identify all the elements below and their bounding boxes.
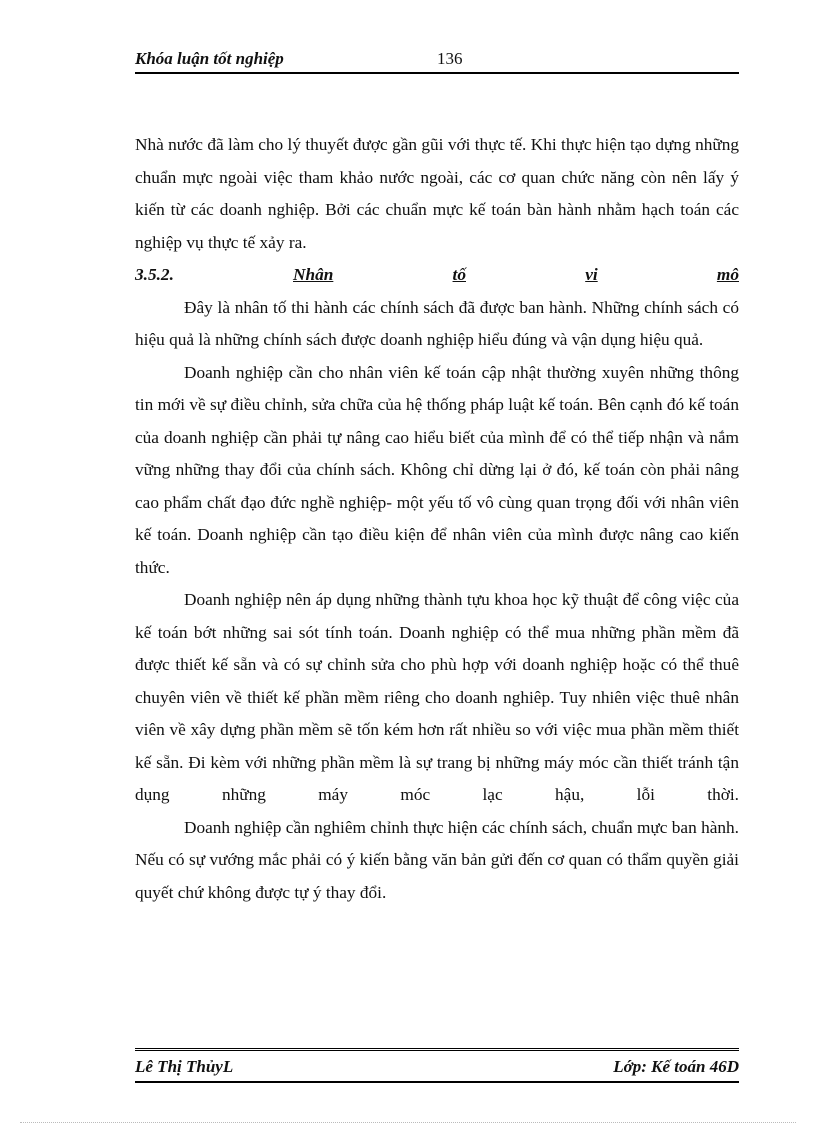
page-number: 136 — [437, 49, 463, 68]
paragraph-3: Doanh nghiệp cần cho nhân viên kế toán cập nhật thường xuyên những thông tin mới về sự điều chỉnh, sửa chữa của hệ thống pháp luật kế toán. Bên cạnh đó kế toán của doanh nghiệp cần phải tự nâng cao hiểu biết của mình để có thể tiếp nhận và nắm vững những thay đổi của chính sách. Không chỉ dừng lại ở đó, kế toán còn phải nâng cao phẩm chất đạo đức nghề nghiệp- một yếu tố vô cùng quan trọng đối với nhân viên kế toán. Doanh nghiệp cần tạo điều kiện để nhân viên của mình được nâng cao kiến thức. — [135, 362, 739, 577]
section-title — [293, 259, 739, 292]
section-title-word: Nhân — [293, 265, 334, 284]
paragraph-5: Doanh nghiệp cần nghiêm chỉnh thực hiện các chính sách, chuẩn mực ban hành. Nếu có sự vướng mắc phải có ý kiến bằng văn bản gửi đến cơ quan có thẩm quyền giải quyết chứ không được tự ý thay đổi. — [135, 817, 739, 902]
author-name: Lê Thị ThủyL — [135, 1057, 234, 1076]
section-title-word: vi — [585, 265, 598, 284]
section-number: 3.5.2. — [135, 265, 174, 284]
page-footer — [135, 1048, 739, 1083]
paragraph-4: Doanh nghiệp nên áp dụng những thành tựu khoa học kỹ thuật để công việc của kế toán bớt những sai sót tính toán. Doanh nghiệp có thể mua những phần mềm đã được thiết kế sẵn và có sự chỉnh sửa cho phù hợp với doanh nghiệp hoặc có thể thuê chuyên viên về thiết kế phần mềm riêng cho doanh nghiêp. Tuy nhiên việc thuê nhân viên về xây dựng phần mềm sẽ tốn kém hơn rất nhiều so với việc mua phần mềm thiết kế sẵn. Đi kèm với những phần mềm là sự trang bị những máy móc cần thiết tránh tận dụng những máy móc lạc hậu, lỗi thời. — [135, 590, 739, 804]
section-title-word: mô — [716, 265, 739, 284]
paragraph-2: Đây là nhân tố thi hành các chính sách đã được ban hành. Những chính sách có hiệu quả là những chính sách được doanh nghiệp hiểu đúng và vận dụng hiệu quả. — [135, 297, 739, 349]
class-name: Lớp: Kế toán 46D — [613, 1057, 739, 1076]
document-title: Khóa luận tốt nghiệp — [135, 49, 284, 68]
page-header — [135, 46, 739, 74]
page-body — [135, 129, 739, 909]
paragraph-1: Nhà nước đã làm cho lý thuyết được gần gũi với thực tế. Khi thực hiện tạo dựng những chuẩn mực ngoài việc tham khảo nước ngoài, các cơ quan chức năng còn nên lấy ý kiến từ các doanh nghiệp. Bởi các chuẩn mực kế toán bàn hành nhằm hạch toán các nghiệp vụ thực tế xảy ra. — [135, 135, 739, 252]
section-heading — [135, 259, 739, 292]
section-title-word: tố — [452, 265, 466, 284]
